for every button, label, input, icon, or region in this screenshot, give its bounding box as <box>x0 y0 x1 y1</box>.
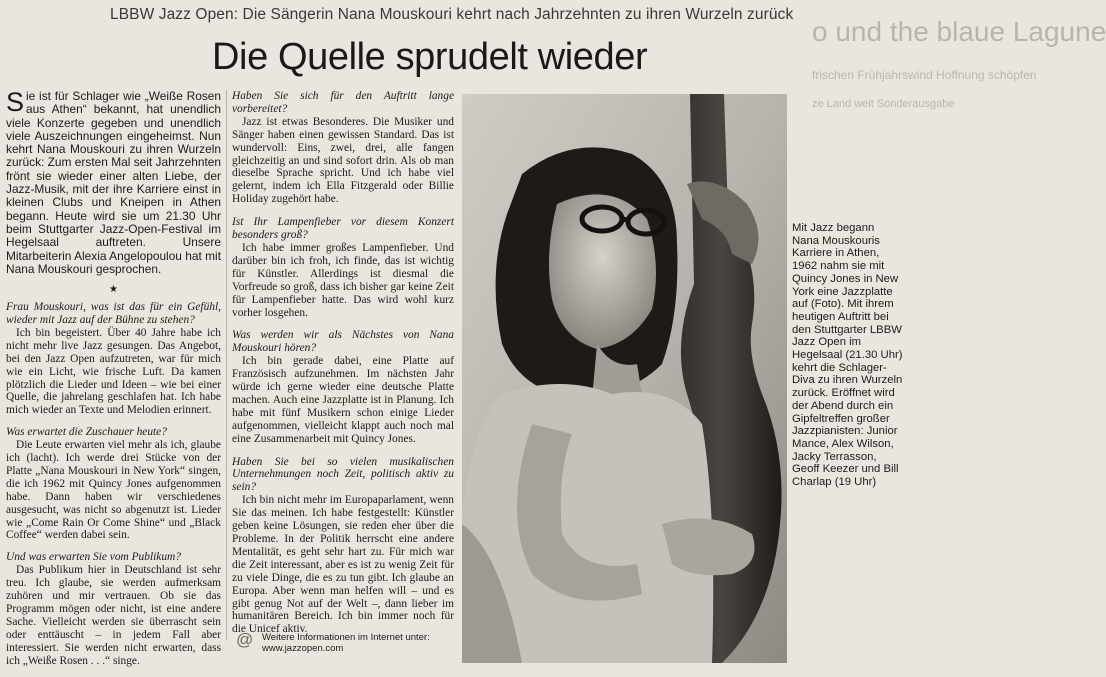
photo-caption: Mit Jazz begann Nana Mouskouris Karriere in Athen, 1962 nahm sie mit Quincy Jones in New York eine Jazzplatte auf (Foto). Mit ihrem heutigen Auftritt bei den Stuttgarter LBBW Jazz Open im Hegelsaal (21.30 Uhr) kehrt die Schlager-Diva zu ihren Wurzeln zurück. Eröffnet wird der Abend durch ein Gipfeltreffen großer Jazzpianisten: Junior Mance, Alex Wilson, Jacky Terrasson, Geoff Keezer und Bill Charlap (19 Uhr) <box>792 222 903 489</box>
interview-answer: Ich bin gerade dabei, eine Platte auf Französisch aufzunehmen. Im nächsten Jahr würde ich gerne wieder eine deutsche Platte machen. Auch eine Jazzplatte ist in Planung. Ich habe mit fünf Musikern schon einige Lieder aufgenommen, vielleicht klappt auch noch mal eine Zusammenarbeit mit Quincy Jones. <box>232 355 454 445</box>
interview-question: Haben Sie sich für den Auftritt lange vorbereitet? <box>232 90 454 115</box>
interview-question: Haben Sie bei so vielen musikalischen Unternehmungen noch Zeit, politisch aktiv zu sein? <box>232 455 454 494</box>
article-kicker: LBBW Jazz Open: Die Sängerin Nana Mouskouri kehrt nach Jahrzehnten zu ihren Wurzeln zurück <box>110 6 794 23</box>
column-divider <box>226 90 227 640</box>
interview-question: Frau Mouskouri, was ist das für ein Gefühl, wieder mit Jazz auf der Bühne zu stehen? <box>6 301 221 326</box>
info-label: Weitere Informationen im Internet unter: <box>262 632 430 643</box>
interview-answer: Die Leute erwarten viel mehr als ich, glaube ich (lacht). Ich werde drei Stücke von der Platte „Nana Mouskouri in New York“ singen, die ich 1962 mit Quincy Jones aufgenommen habe. Dann haben wir verschiedenes ausgesucht, was nicht so abgenutzt ist. Lieder wie „Come Rain Or Come Shine“ und „Black Coffee“ werden dabei sein. <box>6 439 221 542</box>
adjacent-page-bleed <box>812 6 1106 126</box>
lead-text: ie ist für Schlager wie „Weiße Rosen aus Athen“ bekannt, hat unendlich viele Konzerte gegeben und unendlich viele Auszeichnungen eingeheimst. Nun kehrt Nana Mouskouri zu ihren Wurzeln zurück: Zum ersten Mal seit Jahrzehnten frönt sie wieder einer alten Liebe, der Jazz-Musik, mit der ihre Karriere einst in kleinen Clubs und Kneipen in Athen begann. Heute wird sie um 21.30 Uhr beim Stuttgarter Jazz-Open-Festival im Hegelsaal auftreten. Unsere Mitarbeiterin Alexia Angelopoulou hat mit Nana Mouskouri gesprochen. <box>6 89 221 276</box>
at-icon: @ <box>236 630 254 649</box>
photo-caption-column <box>792 222 904 489</box>
interview-answer: Ich habe immer großes Lampenfieber. Und darüber bin ich froh, ich finde, das ist wichtig für Künstler. Allerdings ist diesmal die Vorfreude so groß, dass ich bisher gar keine Zeit für Lampenfieber hatte. Das wird wohl kurz vorher losgehen. <box>232 241 454 319</box>
interview-question: Und was erwarten Sie vom Publikum? <box>6 551 181 564</box>
face <box>549 194 656 349</box>
article-headline: Die Quelle sprudelt wieder <box>212 36 648 78</box>
photo-nana-mouskouri <box>462 94 787 663</box>
interview-answer: Ich bin begeistert. Über 40 Jahre habe ich nicht mehr live Jazz gesungen. Das Angebot, bei den Jazz Open aufzutreten, war für mich wie ein Licht, wie frische Luft. Da kamen plötzlich die Lieder und Ideen – wie bei einer Quelle, die jahrelang geschlafen hat. Ich habe mich wieder an Texte und Melodien erinnert. <box>6 326 221 417</box>
interview-answer: Das Publikum hier in Deutschland ist sehr treu. Ich glaube, sie werden aufmerksam zuhören und mir vertrauen. Ob sie das Programm mögen oder nicht, ist eine andere Sache. Vielleicht werden sie überrascht sein oder enttäuscht – in jedem Fall aber interessiert. Sie werden nicht erwarten, dass ich „Weiße Rosen . . .“ singe. <box>6 564 221 667</box>
bleed-subline: frischen Frühjahrswind Hoffnung schöpfen <box>812 68 1037 82</box>
text-column-1 <box>6 87 221 677</box>
interview-question: Was erwartet die Zuschauer heute? <box>6 426 167 439</box>
lead-paragraph <box>6 87 221 276</box>
interview-question: Ist Ihr Lampenfieber vor diesem Konzert besonders groß? <box>232 216 454 242</box>
bleed-text: ze Land weit Sonderausgabe <box>812 98 955 110</box>
section-separator-star: ★ <box>109 284 118 296</box>
info-url[interactable]: www.jazzopen.com <box>262 643 344 654</box>
bleed-headline: o und the blaue Lagune <box>812 16 1106 47</box>
interview-answer: Ich bin nicht mehr im Europaparlament, wenn Sie das meinen. Ich habe festgestellt: Künstler geben keine Lösungen, sie reden eher über die Probleme. In der Politik herrscht eine andere Mentalität, es geht sehr hart zu. Für mich war die Zeit interessant, aber es ist zu wenig Zeit für zu viele Dinge, die es zu tun gibt. Ich glaube an Europa. Aber wenn man helfen will – und es gibt genug Not auf der Welt –, dann lieber im humanitären Bereich. Ich bin immer noch für die Unicef aktiv. <box>232 494 454 636</box>
interview-answer: Jazz ist etwas Besonderes. Die Musiker und Sänger haben einen gewissen Standard. Das ist wundervoll: Eins, zwei, drei, alle fangen gleichzeitig an und sind sofort drin. Als ob man dieselbe Sprache spricht. Und ich habe viel gelernt, indem ich Ella Fitzgerald oder Billie Holiday zugehört habe. <box>232 115 454 206</box>
interview-question: Was werden wir als Nächstes von Nana Mouskouri hören? <box>232 329 454 355</box>
drop-cap: S <box>6 87 25 117</box>
